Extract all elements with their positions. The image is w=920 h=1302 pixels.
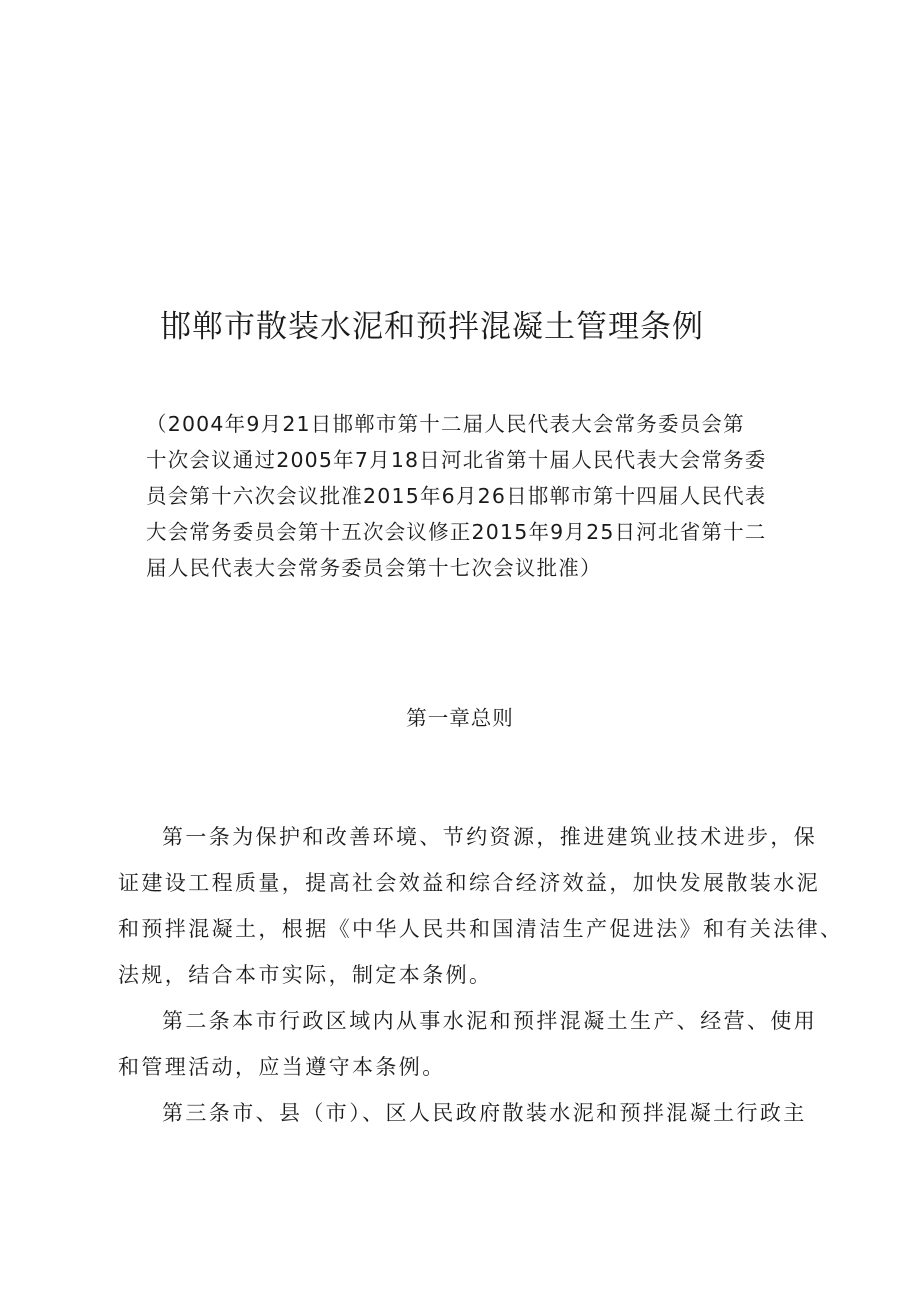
adoption-line: （2004年9月21日邯郸市第十二届人民代表大会常务委员会第	[146, 412, 745, 436]
chapter-heading: 第一章总则	[406, 706, 514, 730]
adoption-line: 十次会议通过2005年7月18日河北省第十届人民代表大会常务委	[146, 448, 767, 472]
article-2-line: 第二条本市行政区域内从事水泥和预拌混凝土生产、经营、使用	[162, 1009, 818, 1033]
article-1-line: 法规，结合本市实际，制定本条例。	[118, 963, 493, 987]
article-2-line: 和管理活动，应当遵守本条例。	[118, 1055, 446, 1079]
adoption-history	[146, 406, 826, 586]
article-1-line: 第一条为保护和改善环境、节约资源，推进建筑业技术进步，保	[162, 825, 818, 849]
adoption-line: 届人民代表大会常务委员会第十七次会议批准）	[146, 556, 602, 580]
adoption-line: 大会常务委员会第十五次会议修正2015年9月25日河北省第十二	[146, 520, 767, 544]
adoption-line: 员会第十六次会议批准2015年6月26日邯郸市第十四届人民代表	[146, 484, 767, 508]
article-1-line: 和预拌混凝土，根据《中华人民共和国清洁生产促进法》和有关法律、	[118, 917, 844, 941]
document-title: 邯郸市散装水泥和预拌混凝土管理条例	[160, 308, 704, 345]
article-1-line: 证建设工程质量，提高社会效益和综合经济效益，加快发展散装水泥	[118, 871, 820, 895]
body-text	[118, 814, 844, 1136]
article-3-line: 第三条市、县（市）、区人民政府散装水泥和预拌混凝土行政主	[162, 1101, 807, 1125]
